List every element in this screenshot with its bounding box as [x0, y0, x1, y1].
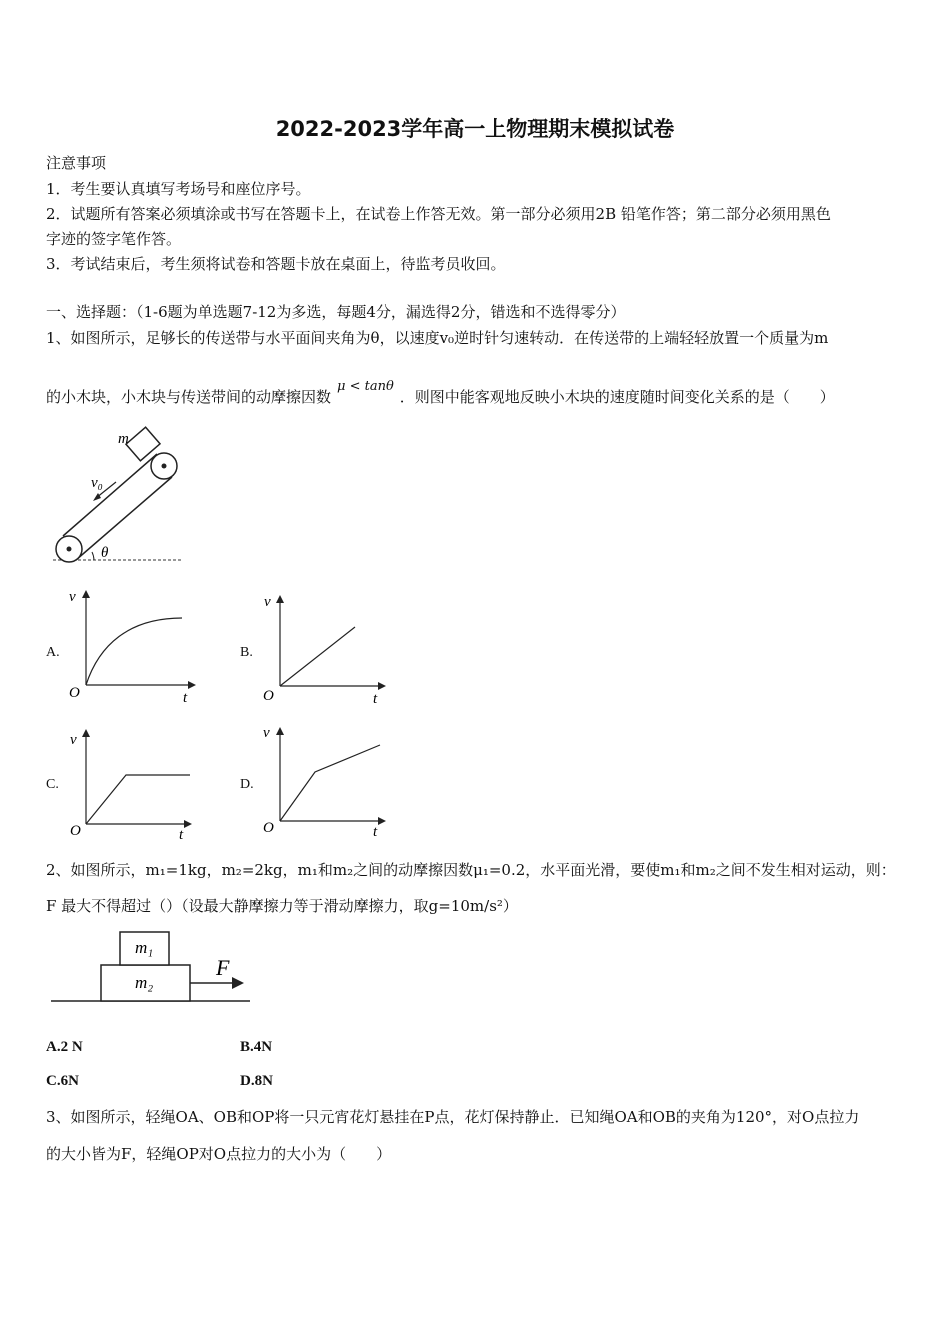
answer-d: D.8N — [240, 1073, 273, 1089]
option-d-label: D. — [240, 777, 254, 792]
origin-label: O — [70, 823, 81, 839]
y-label: v — [69, 589, 76, 605]
line — [86, 775, 190, 824]
x-label: t — [183, 690, 188, 705]
upper-pulley-axle — [162, 464, 167, 469]
notice-heading: 注意事项 — [46, 154, 107, 172]
angle-arc — [92, 552, 94, 560]
section-heading: 一、选择题：（1-6题为单选题7-12为多选，每题4分，漏选得2分，错选和不选得零分） — [46, 303, 626, 321]
notice-item: 1．考生要认真填写考场号和座位序号。 — [46, 180, 311, 198]
option-d-graph — [258, 720, 393, 840]
question-1-text-2b: ．则图中能客观地反映小木块的速度随时间变化关系的是（ ） — [399, 388, 835, 406]
origin-label: O — [69, 685, 80, 701]
block-m2-label: m₂ — [135, 973, 154, 992]
question-3-text: 3、如图所示，轻绳OA、OB和OP将一只元宵花灯悬挂在P点，花灯保持静止．已知绳OA和OB的夹角为120°，对O点拉力 — [46, 1108, 860, 1126]
y-label: v — [264, 594, 271, 610]
line — [280, 745, 380, 821]
option-a-graph — [64, 585, 199, 705]
blocks-figure — [46, 925, 256, 1005]
x-arrow-icon — [378, 682, 386, 690]
conveyor-figure — [46, 425, 191, 570]
x-arrow-icon — [188, 681, 196, 689]
force-label: F — [216, 955, 230, 980]
question-2-text-2: F 最大不得超过（）（设最大静摩擦力等于滑动摩擦力，取g=10m/s²） — [46, 897, 518, 915]
option-a-label: A. — [46, 645, 60, 660]
velocity-label: v₀ — [91, 475, 103, 491]
notice-item: 2．试题所有答案必须填涂或书写在答题卡上，在试卷上作答无效。第一部分必须用2B 铅笔作答；第二部分必须用黑色 — [46, 205, 831, 223]
notice-item: 3．考试结束后，考生须将试卷和答题卡放在桌面上，待监考员收回。 — [46, 255, 506, 273]
question-1-text-2a: 的小木块，小木块与传送带间的动摩擦因数 — [46, 388, 332, 406]
origin-label: O — [263, 688, 274, 704]
x-label: t — [179, 827, 184, 842]
angle-label: θ — [101, 545, 109, 561]
option-b-label: B. — [240, 645, 253, 660]
belt-top — [63, 454, 157, 536]
y-arrow-icon — [82, 729, 90, 737]
curve — [86, 618, 182, 685]
question-1-text-2 — [46, 379, 835, 407]
answer-a: A.2 N — [46, 1039, 83, 1055]
option-b-graph — [258, 588, 393, 708]
y-arrow-icon — [82, 590, 90, 598]
question-1-text: 1、如图所示，足够长的传送带与水平面间夹角为θ，以速度v₀逆时针匀速转动．在传送带的上端轻轻放置一个质量为m — [46, 329, 829, 347]
y-label: v — [263, 725, 270, 741]
y-arrow-icon — [276, 595, 284, 603]
line — [280, 627, 355, 686]
y-label: v — [70, 732, 77, 748]
force-arrowhead-icon — [232, 977, 244, 989]
mass-label: m — [118, 431, 129, 447]
notice-item: 字迹的签字笔作答。 — [46, 230, 182, 248]
x-label: t — [373, 691, 378, 707]
friction-condition: μ < tanθ — [337, 379, 394, 394]
answer-c: C.6N — [46, 1073, 79, 1089]
option-c-label: C. — [46, 777, 59, 792]
block-m1-label: m₁ — [135, 938, 154, 957]
y-arrow-icon — [276, 727, 284, 735]
x-arrow-icon — [378, 817, 386, 825]
x-label: t — [373, 824, 378, 840]
option-c-graph — [64, 722, 199, 842]
question-3-text-2: 的大小皆为F，轻绳OP对O点拉力的大小为（ ） — [46, 1145, 392, 1163]
x-arrow-icon — [184, 820, 192, 828]
question-2-text: 2、如图所示，m₁=1kg，m₂=2kg，m₁和m₂之间的动摩擦因数μ₁=0.2，水平面光滑，要使m₁和m₂之间不发生相对运动，则： — [46, 861, 896, 879]
answer-b: B.4N — [240, 1039, 273, 1055]
origin-label: O — [263, 820, 274, 836]
page-title: 2022-2023学年高一上物理期末模拟试卷 — [275, 117, 675, 141]
lower-pulley-axle — [67, 547, 72, 552]
